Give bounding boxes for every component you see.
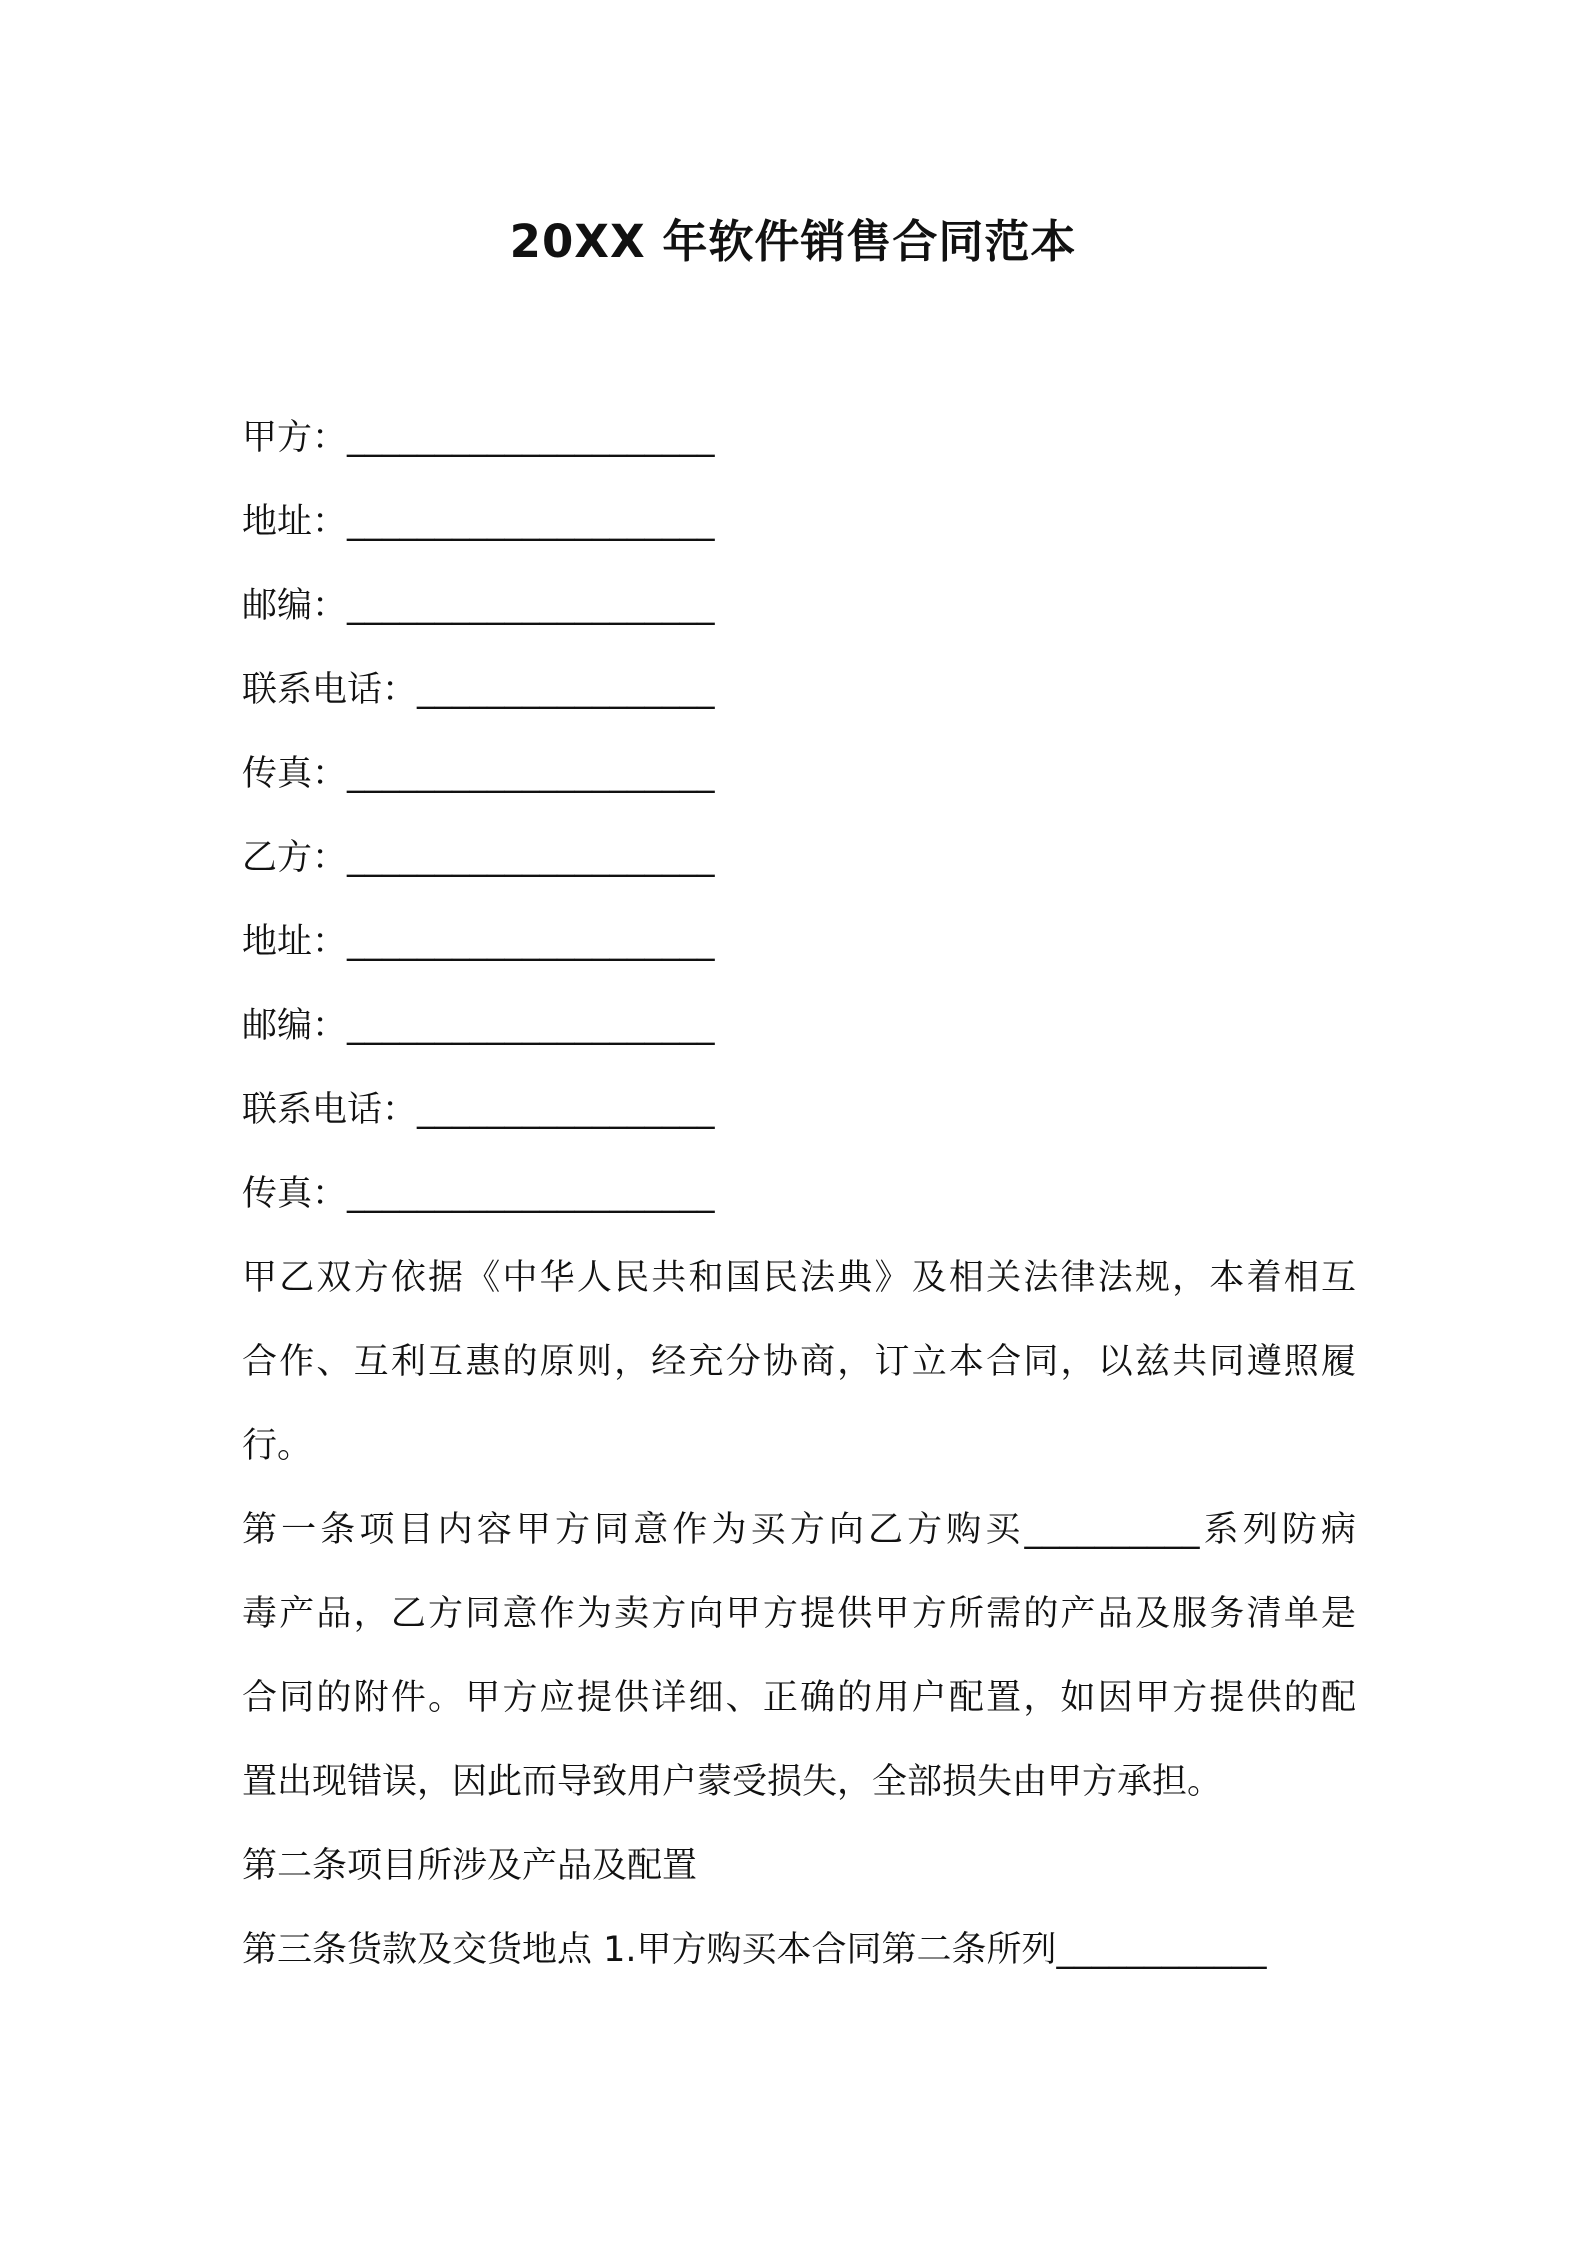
party-a-postcode-line: 邮编：_____________________ xyxy=(242,586,715,626)
party-a-fax-line: 传真：_____________________ xyxy=(242,754,715,794)
party-b-name-line: 乙方：_____________________ xyxy=(242,838,715,878)
party-b-phone-line: 联系电话：_________________ xyxy=(242,1090,715,1130)
party-a-address-line: 地址：_____________________ xyxy=(242,502,715,542)
party-a-phone-line: 联系电话：_________________ xyxy=(242,670,715,710)
article-1-line-3: 合同的附件。甲方应提供详细、正确的用户配置，如因甲方提供的配 xyxy=(242,1678,1356,1718)
article-1-line-4: 置出现错误，因此而导致用户蒙受损失，全部损失由甲方承担。 xyxy=(242,1762,1223,1802)
article-1-line-1: 第一条项目内容甲方同意作为买方向乙方购买__________系列防病 xyxy=(242,1510,1356,1550)
article-2-heading: 第二条项目所涉及产品及配置 xyxy=(242,1846,698,1886)
preamble-line-3: 行。 xyxy=(242,1426,313,1466)
party-b-address-line: 地址：_____________________ xyxy=(242,922,715,962)
party-b-fax-line: 传真：_____________________ xyxy=(242,1174,715,1214)
party-a-name-line: 甲方：_____________________ xyxy=(242,418,715,458)
article-1-line-2: 毒产品，乙方同意作为卖方向甲方提供甲方所需的产品及服务清单是 xyxy=(242,1594,1356,1634)
party-b-postcode-line: 邮编：_____________________ xyxy=(242,1006,715,1046)
article-3-line-1: 第三条货款及交货地点 1.甲方购买本合同第二条所列____________ xyxy=(242,1930,1267,1970)
preamble-line-2: 合作、互利互惠的原则，经充分协商，订立本合同，以兹共同遵照履 xyxy=(242,1342,1356,1382)
document-title: 20XX 年软件销售合同范本 xyxy=(509,215,1077,268)
preamble-line-1: 甲乙双方依据《中华人民共和国民法典》及相关法律法规，本着相互 xyxy=(242,1258,1356,1298)
